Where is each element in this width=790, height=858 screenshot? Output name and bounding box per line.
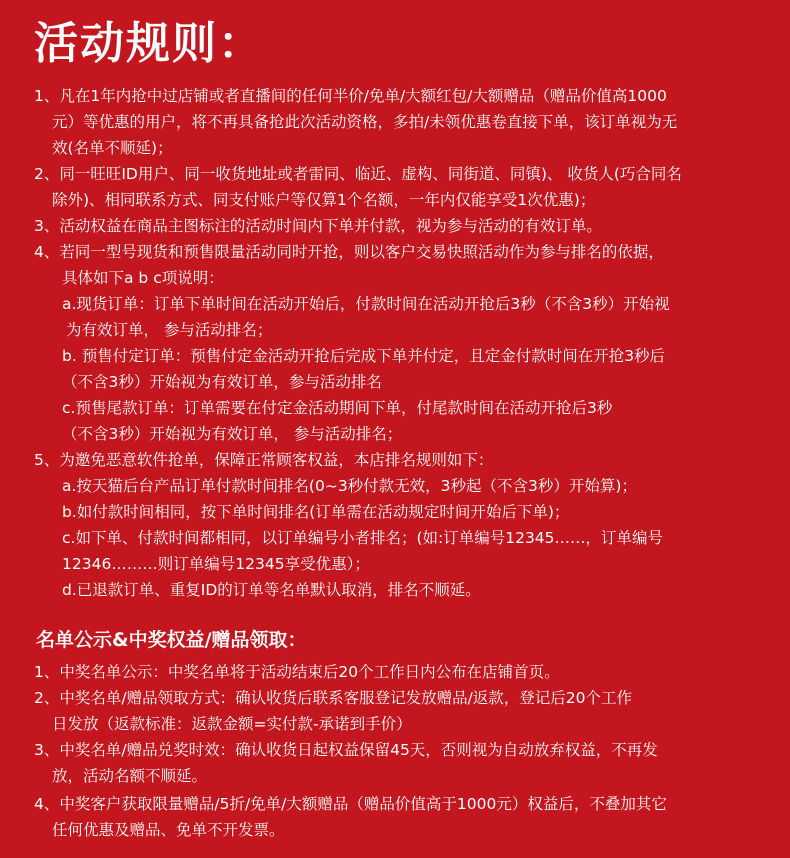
prize-rule-2-line-1: 2、中奖名单/赠品领取方式：确认收货后联系客服登记发放赠品/返款，登记后20个工作 <box>34 689 633 707</box>
prize-rule-3-line-1: 3、中奖名单/赠品兑奖时效：确认收货日起权益保留45天，否则视为自动放弃权益，不再发 <box>34 741 658 759</box>
prize-rule-1-line-1: 1、中奖名单公示：中奖名单将于活动结束后20个工作日内公布在店铺首页。 <box>34 663 560 681</box>
rule-5c-line-1: c.如下单、付款时间都相同，以订单编号小者排名；(如:订单编号12345……，订单编号 <box>62 529 664 547</box>
rule-5-line-1: 5、为邀免恶意软件抢单，保障正常顾客权益，本店排名规则如下： <box>34 451 494 469</box>
rule-4b-line-2: （不含3秒）开始视为有效订单，参与活动排名 <box>62 373 382 391</box>
prize-rule-4-line-2: 任何优惠及赠品、免单不开发票。 <box>52 821 285 839</box>
rule-4c-line-2: （不含3秒）开始视为有效订单， 参与活动排名； <box>62 425 403 443</box>
page-title: 活动规则： <box>34 18 264 69</box>
rule-4b-line-1: b. 预售付定订单：预售付定金活动开抢后完成下单并付定，且定金付款时间在开抢3秒后 <box>62 347 666 365</box>
rule-3-line-1: 3、活动权益在商品主图标注的活动时间内下单并付款，视为参与活动的有效订单。 <box>34 217 602 235</box>
rule-4-line-1: 4、若同一型号现货和预售限量活动同时开抢，则以客户交易快照活动作为参与排名的依据， <box>34 243 664 261</box>
rule-1-line-1: 1、凡在1年内抢中过店铺或者直播间的任何半价/免单/大额红包/大额赠品（赠品价值高1000 <box>34 87 667 105</box>
rule-2-line-1: 2、同一旺旺ID用户、同一收货地址或者雷同、临近、虚构、同街道、同镇)、 收货人(巧合同名 <box>34 165 682 183</box>
rule-4a-line-1: a.现货订单：订单下单时间在活动开始后，付款时间在活动开抢后3秒（不含3秒）开始视 <box>62 295 670 313</box>
rule-5c-line-2: 12346………则订单编号12345享受优惠）； <box>62 555 370 573</box>
prize-rule-2-line-2: 日发放（返款标准：返款金额=实付款-承诺到手价） <box>52 715 412 733</box>
section-2-title: 名单公示&中奖权益/赠品领取： <box>36 629 307 651</box>
rule-1-line-3: 效(名单不顺延)； <box>52 139 173 157</box>
rule-4-line-2: 具体如下a b c项说明： <box>62 269 224 287</box>
prize-rule-4-line-1: 4、中奖客户获取限量赠品/5折/免单/大额赠品（赠品价值高于1000元）权益后，不叠加其它 <box>34 795 667 813</box>
rule-1-line-2: 元）等优惠的用户，将不再具备抢此次活动资格，多拍/未领优惠卷直接下单，该订单视为无 <box>52 113 678 131</box>
rule-2-line-2: 除外)、相同联系方式、同支付账户等仅算1个名额，一年内仅能享受1次优惠)； <box>52 191 596 209</box>
rule-5d-line-1: d.已退款订单、重复ID的订单等名单默认取消，排名不顺延。 <box>62 581 481 599</box>
rule-5a-line-1: a.按天猫后台产品订单付款时间排名(0~3秒付款无效，3秒起（不含3秒）开始算)； <box>62 477 637 495</box>
prize-rule-3-line-2: 放，活动名额不顺延。 <box>52 767 208 785</box>
rule-4a-line-2: 为有效订单， 参与活动排名； <box>66 321 273 339</box>
rule-4c-line-1: c.预售尾款订单：订单需要在付定金活动期间下单，付尾款时间在活动开抢后3秒 <box>62 399 613 417</box>
rule-5b-line-1: b.如付款时间相同，按下单时间排名(订单需在活动规定时间开始后下单)； <box>62 503 570 521</box>
